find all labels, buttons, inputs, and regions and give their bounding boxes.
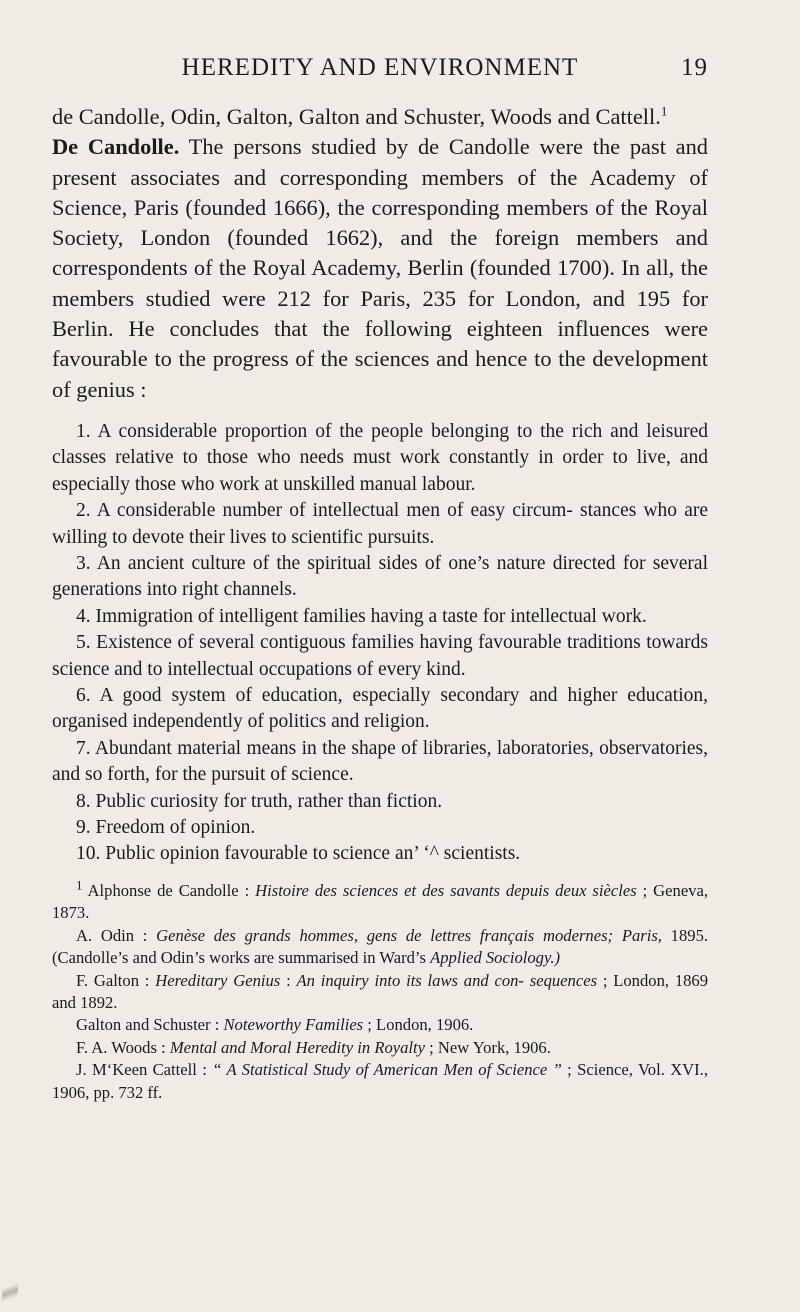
page-edge-smudge: [2, 1275, 18, 1303]
influences-list: [52, 419, 708, 868]
side-heading: De Candolle.: [52, 134, 180, 160]
list-item: 2. A considerable number of intellectual men of easy circum- stances who are willing to devote their lives to scientific pursuits.: [52, 500, 708, 548]
list-item: 1. A considerable proportion of the people belonging to the rich and leisured classes relative to those who needs must work constantly in order to live, and especially those who work at unskilled manual labour.: [52, 420, 708, 495]
footnote: J. M‘Keen Cattell : “ A Statistical Study of American Men of Science ” ; Science, Vol. XVI., 1906, pp. 732 ff.: [52, 1060, 708, 1102]
footnote-ref: 1: [660, 103, 668, 119]
de-candolle-paragraph: De Candolle. The persons studied by de Candolle were the past and present associates and corresponding members of the Academy of Science, Paris (founded 1666), the corresponding members of the Royal Society, London (founded 1662), and the foreign members and correspondents of the Royal Academy, Berlin (founded 1700). In all, the members studied were 212 for Paris, 235 for London, and 195 for Berlin. He concludes that the following eighteen influences were favourable to the progress of the sciences and hence to the development of genius :: [52, 134, 708, 402]
running-head: [52, 52, 708, 84]
list-item: 9. Freedom of opinion.: [76, 817, 256, 839]
footnote: A. Odin : Genèse des grands hommes, gens de lettres français modernes; Paris, 1895. (Candolle’s and Odin’s works are summarised in Ward’s Applied Sociology.): [52, 925, 709, 968]
page-number: 19: [681, 54, 708, 81]
footnote: F. A. Woods : Mental and Moral Heredity in Royalty ; New York, 1906.: [76, 1037, 551, 1057]
body-text: [52, 102, 708, 405]
running-title: HEREDITY AND ENVIRONMENT: [181, 54, 579, 81]
list-item: 8. Public curiosity for truth, rather than fiction.: [76, 790, 443, 812]
footnote: F. Galton : Hereditary Genius : An inquiry into its laws and con- sequences ; London, 1869 and 1892.: [52, 970, 709, 1012]
intro-line: de Candolle, Odin, Galton, Galton and Schuster, Woods and Cattell.$^1$: [52, 103, 668, 129]
list-item: 10. Public opinion favourable to science an’ ‘^ scientists.: [76, 843, 521, 865]
footnotes: [52, 877, 709, 1104]
list-item: 3. An ancient culture of the spiritual sides of one’s nature directed for several generations into right channels.: [52, 553, 708, 601]
list-item: 4. Immigration of intelligent families having a taste for intellectual work.: [76, 605, 647, 627]
book-page: [52, 52, 708, 1104]
list-item: 5. Existence of several contiguous families having favourable traditions towards science and to intellectual occupations of every kind.: [52, 632, 708, 680]
list-item: 6. A good system of education, especially secondary and higher education, organised independently of politics and religion.: [52, 685, 708, 733]
list-item: 7. Abundant material means in the shape of libraries, laboratories, observatories, and so forth, for the pursuit of science.: [52, 737, 708, 786]
footnote: $^1$ Alphonse de Candolle : Histoire des sciences et des savants depuis deux siècles ; Geneva, 1873.: [52, 877, 709, 923]
footnote: Galton and Schuster : Noteworthy Families ; London, 1906.: [76, 1015, 474, 1035]
